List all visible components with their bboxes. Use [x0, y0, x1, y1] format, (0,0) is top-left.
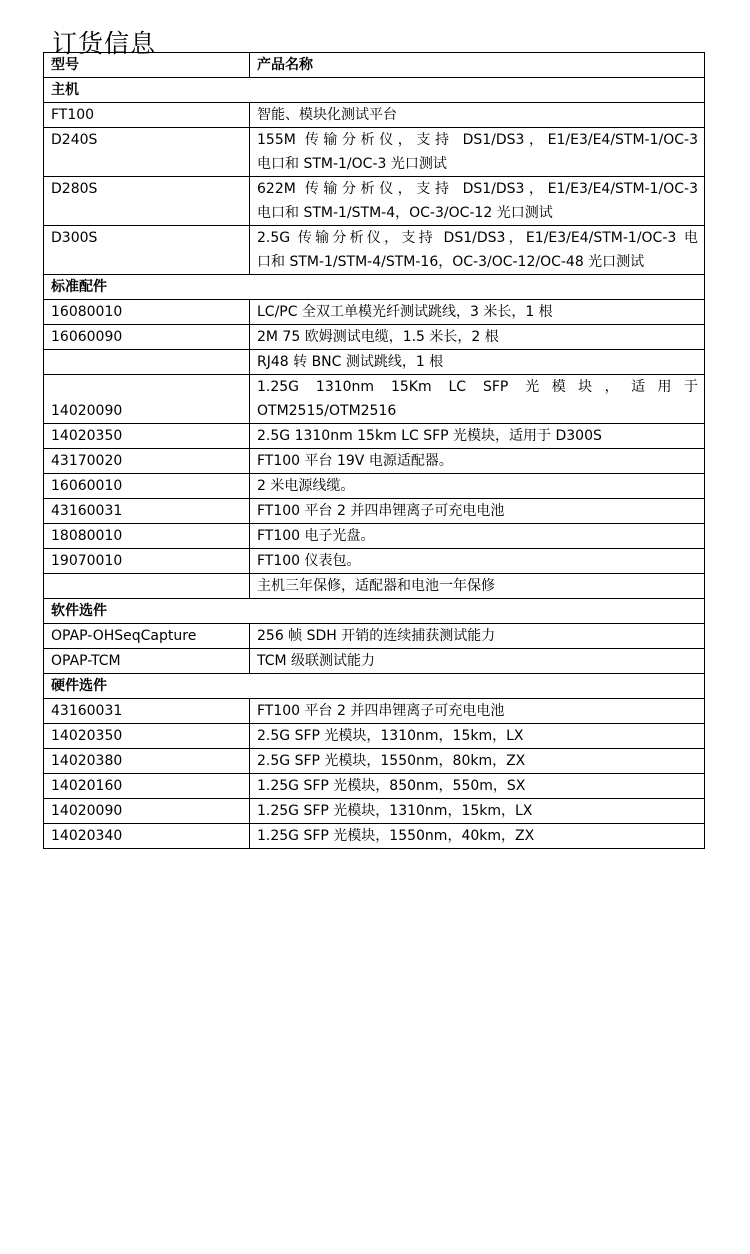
table-row	[44, 574, 705, 599]
product-name-cell	[250, 325, 705, 350]
product-name-line: FT100 仪表包。	[257, 553, 361, 569]
header-model: 型号	[44, 53, 250, 78]
product-name-cell	[250, 103, 705, 128]
section-row	[44, 674, 705, 699]
table-header-row	[44, 53, 705, 78]
product-name-line: 1.25G 1310nm 15Km LC SFP 光模块，适用于	[257, 379, 698, 395]
product-name-cell	[250, 649, 705, 674]
table-row	[44, 300, 705, 325]
product-name-line: 256 帧 SDH 开销的连续捕获测试能力	[257, 628, 496, 644]
section-row	[44, 78, 705, 103]
product-name-line: TCM 级联测试能力	[257, 653, 376, 669]
product-name-line: 主机三年保修，适配器和电池一年保修	[257, 578, 495, 594]
product-name-cell	[250, 524, 705, 549]
product-name-line: 1.25G SFP 光模块，1550nm，40km，ZX	[257, 828, 535, 844]
table-row	[44, 524, 705, 549]
product-name-line: LC/PC 全双工单模光纤测试跳线，3 米长，1 根	[257, 304, 553, 320]
model-cell: OPAP-TCM	[44, 649, 250, 674]
section-label: 软件选件	[44, 599, 705, 624]
product-name-cell	[250, 724, 705, 749]
product-name-cell	[250, 474, 705, 499]
model-cell: D300S	[44, 226, 250, 275]
table-row	[44, 375, 705, 424]
table-row	[44, 449, 705, 474]
table-row	[44, 177, 705, 226]
product-name-cell	[250, 549, 705, 574]
table-row	[44, 649, 705, 674]
product-name-cell	[250, 226, 705, 275]
model-cell: 14020380	[44, 749, 250, 774]
model-cell: 16060010	[44, 474, 250, 499]
table-row	[44, 474, 705, 499]
product-name-cell	[250, 449, 705, 474]
product-name-cell	[250, 177, 705, 226]
table-row	[44, 128, 705, 177]
product-name-cell	[250, 799, 705, 824]
product-name-line: 2M 75 欧姆测试电缆，1.5 米长，2 根	[257, 329, 499, 345]
model-cell	[44, 350, 250, 375]
product-name-line: 电口和 STM-1/OC-3 光口测试	[257, 156, 447, 172]
product-name-cell	[250, 300, 705, 325]
model-cell: 18080010	[44, 524, 250, 549]
product-name-line: FT100 平台 2 并四串锂离子可充电电池	[257, 703, 505, 719]
model-cell: 16080010	[44, 300, 250, 325]
model-cell: 43160031	[44, 699, 250, 724]
section-row	[44, 275, 705, 300]
product-name-cell	[250, 574, 705, 599]
table-row	[44, 325, 705, 350]
table-row	[44, 350, 705, 375]
model-cell: 43160031	[44, 499, 250, 524]
section-label: 硬件选件	[44, 674, 705, 699]
product-name-line: 2.5G 传输分析仪，支持 DS1/DS3，E1/E3/E4/STM-1/OC-3 电	[257, 230, 698, 246]
product-name-line: FT100 电子光盘。	[257, 528, 375, 544]
product-name-line: 622M 传输分析仪，支持 DS1/DS3，E1/E3/E4/STM-1/OC-3	[257, 181, 698, 197]
model-cell: FT100	[44, 103, 250, 128]
table-row	[44, 749, 705, 774]
product-name-cell	[250, 350, 705, 375]
product-name-cell	[250, 824, 705, 849]
product-name-line: 2 米电源线缆。	[257, 478, 355, 494]
table-row	[44, 226, 705, 275]
table-row	[44, 699, 705, 724]
product-name-cell	[250, 375, 705, 424]
product-name-cell	[250, 749, 705, 774]
table-row	[44, 103, 705, 128]
table-row	[44, 774, 705, 799]
section-row	[44, 599, 705, 624]
product-name-line: 电口和 STM-1/STM-4，OC-3/OC-12 光口测试	[257, 205, 553, 221]
model-cell	[44, 574, 250, 599]
product-name-cell	[250, 499, 705, 524]
product-name-line: FT100 平台 19V 电源适配器。	[257, 453, 453, 469]
product-name-line: 2.5G SFP 光模块，1310nm，15km，LX	[257, 728, 524, 744]
product-name-line: 2.5G SFP 光模块，1550nm，80km，ZX	[257, 753, 526, 769]
product-name-line: OTM2515/OTM2516	[257, 403, 397, 419]
model-cell: 16060090	[44, 325, 250, 350]
model-cell: 43170020	[44, 449, 250, 474]
model-cell: 14020090	[44, 375, 250, 424]
table-row	[44, 549, 705, 574]
model-cell: 14020160	[44, 774, 250, 799]
table-row	[44, 424, 705, 449]
section-label: 主机	[44, 78, 705, 103]
product-name-cell	[250, 128, 705, 177]
table-row	[44, 799, 705, 824]
product-name-cell	[250, 699, 705, 724]
table-row	[44, 624, 705, 649]
product-name-line: 口和 STM-1/STM-4/STM-16，OC-3/OC-12/OC-48 光口测试	[257, 254, 645, 270]
product-name-cell	[250, 774, 705, 799]
model-cell: 14020350	[44, 724, 250, 749]
model-cell: 14020350	[44, 424, 250, 449]
table-row	[44, 724, 705, 749]
ordering-table	[43, 52, 705, 849]
product-name-line: 智能、模块化测试平台	[257, 107, 397, 123]
product-name-line: FT100 平台 2 并四串锂离子可充电电池	[257, 503, 505, 519]
table-row	[44, 499, 705, 524]
table-row	[44, 824, 705, 849]
product-name-line: RJ48 转 BNC 测试跳线，1 根	[257, 354, 444, 370]
model-cell: D240S	[44, 128, 250, 177]
product-name-line: 2.5G 1310nm 15km LC SFP 光模块，适用于 D300S	[257, 428, 602, 444]
model-cell: 19070010	[44, 549, 250, 574]
product-name-cell	[250, 424, 705, 449]
page-title: 订货信息	[52, 28, 157, 58]
product-name-line: 1.25G SFP 光模块，1310nm，15km，LX	[257, 803, 533, 819]
header-product-name: 产品名称	[250, 53, 705, 78]
model-cell: 14020340	[44, 824, 250, 849]
section-label: 标准配件	[44, 275, 705, 300]
product-name-line: 1.25G SFP 光模块，850nm，550m，SX	[257, 778, 526, 794]
product-name-line: 155M 传输分析仪，支持 DS1/DS3，E1/E3/E4/STM-1/OC-3	[257, 132, 698, 148]
model-cell: D280S	[44, 177, 250, 226]
product-name-cell	[250, 624, 705, 649]
model-cell: OPAP-OHSeqCapture	[44, 624, 250, 649]
model-cell: 14020090	[44, 799, 250, 824]
